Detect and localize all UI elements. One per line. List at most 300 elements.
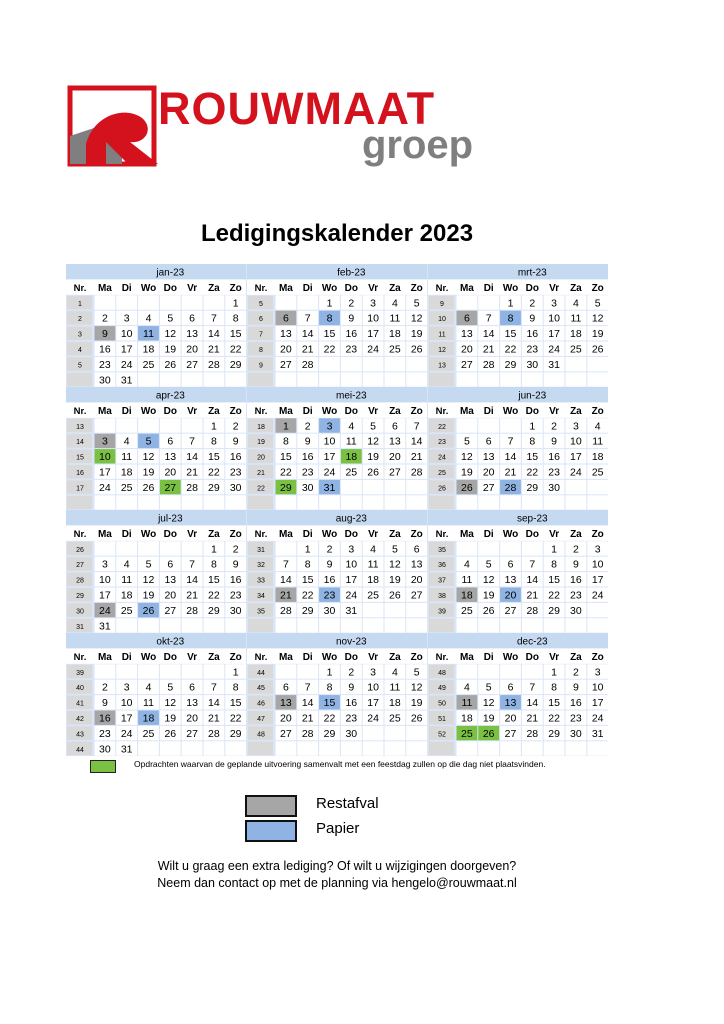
day-number: 23	[99, 727, 111, 740]
day-number: 11	[121, 574, 133, 587]
day-cell	[478, 741, 499, 755]
day-number: 30	[301, 481, 314, 494]
day-cell	[457, 541, 478, 555]
day-number: 15	[323, 328, 336, 341]
day-number: 10	[120, 328, 133, 341]
day-number: 20	[410, 574, 423, 587]
day-number: 14	[186, 574, 198, 587]
day-number: 4	[145, 681, 152, 694]
weekday-header: Vr	[549, 405, 560, 417]
day-cell	[138, 418, 159, 432]
week-number-cell	[67, 373, 92, 386]
day-number: 2	[348, 666, 355, 679]
weekday-header: Vr	[549, 528, 560, 540]
day-number: 18	[142, 343, 155, 356]
day-cell	[319, 495, 340, 509]
week-number: 5	[259, 300, 263, 308]
day-cell	[385, 741, 406, 755]
day-number: 22	[208, 466, 220, 479]
day-number: 7	[304, 312, 311, 325]
day-number: 14	[410, 435, 423, 448]
day-number: 17	[367, 328, 379, 341]
day-number: 4	[123, 558, 130, 571]
day-number: 5	[145, 435, 152, 448]
day-number: 27	[461, 358, 473, 371]
day-number: 30	[229, 604, 242, 617]
day-number: 28	[186, 481, 198, 494]
week-number: 13	[76, 423, 84, 431]
day-number: 30	[99, 743, 111, 756]
day-cell	[566, 372, 587, 386]
day-cell	[457, 741, 478, 755]
day-number: 29	[229, 727, 242, 740]
week-number: 27	[76, 562, 84, 570]
day-number: 28	[526, 727, 539, 740]
day-number: 30	[323, 604, 336, 617]
day-number: 25	[570, 343, 582, 356]
week-number-header: Nr.	[435, 651, 449, 663]
weekday-header: Ma	[278, 405, 293, 417]
day-number: 19	[461, 466, 473, 479]
day-number: 22	[548, 712, 560, 725]
day-number: 18	[570, 328, 582, 341]
day-number: 13	[410, 558, 423, 571]
weekday-header: Ma	[97, 282, 112, 294]
day-number: 19	[164, 712, 177, 725]
day-number: 2	[348, 297, 355, 310]
week-number: 42	[76, 716, 84, 723]
day-number: 23	[323, 589, 336, 602]
day-number: 8	[232, 681, 239, 694]
day-number: 25	[142, 727, 155, 740]
day-number: 23	[345, 712, 358, 725]
day-number: 11	[143, 697, 154, 710]
day-cell	[385, 372, 406, 386]
weekday-header: Di	[121, 282, 132, 294]
weekday-header: Zo	[591, 282, 604, 294]
day-cell	[160, 741, 181, 755]
day-number: 26	[164, 727, 177, 740]
week-number-header: Nr.	[254, 282, 268, 294]
day-number: 26	[389, 589, 401, 602]
day-cell	[406, 618, 427, 632]
week-number-cell	[429, 373, 454, 386]
day-number: 28	[280, 604, 292, 617]
weekday-header: Zo	[591, 405, 604, 417]
week-number: 19	[257, 439, 265, 447]
weekday-header: Za	[389, 282, 401, 294]
day-cell	[566, 495, 587, 509]
day-cell	[297, 618, 318, 632]
weekday-header: Wo	[140, 651, 157, 663]
day-number: 31	[345, 604, 358, 617]
day-number: 25	[120, 481, 133, 494]
day-number: 7	[529, 558, 536, 571]
day-cell	[138, 741, 159, 755]
day-number: 10	[99, 451, 111, 464]
day-number: 11	[143, 328, 154, 341]
day-number: 23	[229, 589, 242, 602]
day-number: 12	[389, 558, 401, 571]
day-cell	[406, 741, 427, 755]
day-number: 7	[529, 681, 536, 694]
day-number: 4	[145, 312, 152, 325]
day-number: 18	[120, 589, 133, 602]
day-number: 16	[345, 328, 358, 341]
day-number: 4	[391, 666, 398, 679]
week-number-cell	[429, 742, 454, 755]
rouwmaat-logo	[66, 84, 486, 168]
day-cell	[225, 495, 246, 509]
day-number: 11	[570, 312, 582, 325]
day-cell	[138, 372, 159, 386]
day-number: 26	[367, 466, 379, 479]
weekday-header: Ma	[459, 651, 474, 663]
day-cell	[478, 541, 499, 555]
day-number: 27	[164, 481, 177, 494]
week-number: 48	[438, 669, 446, 677]
week-number: 23	[438, 439, 446, 447]
day-number: 8	[282, 435, 289, 448]
week-number: 9	[440, 300, 444, 308]
day-cell	[544, 618, 565, 632]
weekday-header: Zo	[410, 282, 423, 294]
week-number: 17	[76, 485, 84, 493]
day-cell	[363, 480, 384, 494]
week-number: 39	[76, 669, 84, 677]
day-number: 1	[232, 666, 239, 679]
day-number: 20	[482, 466, 495, 479]
day-number: 25	[591, 466, 604, 479]
day-cell	[566, 618, 587, 632]
day-number: 14	[482, 328, 495, 341]
day-number: 18	[142, 712, 155, 725]
weekday-header: Wo	[140, 528, 157, 540]
day-cell	[160, 618, 181, 632]
week-number: 35	[257, 608, 265, 616]
day-number: 9	[326, 558, 333, 571]
day-number: 13	[504, 697, 517, 710]
weekday-header: Zo	[229, 651, 242, 663]
weekday-header: Di	[483, 405, 494, 417]
week-number: 13	[438, 362, 446, 370]
day-cell	[138, 295, 159, 309]
day-number: 19	[367, 451, 379, 464]
weekday-header: Vr	[187, 651, 198, 663]
day-number: 10	[591, 681, 604, 694]
day-cell	[138, 664, 159, 678]
weekday-header: Zo	[410, 405, 423, 417]
day-number: 14	[504, 451, 517, 464]
day-cell	[363, 372, 384, 386]
week-number: 22	[438, 423, 446, 431]
brand-sub: groep	[362, 123, 474, 167]
day-number: 3	[326, 420, 333, 433]
weekday-header: Ma	[97, 651, 112, 663]
day-number: 6	[485, 435, 492, 448]
day-cell	[457, 495, 478, 509]
week-number: 2	[78, 316, 82, 324]
week-number: 24	[438, 454, 446, 462]
day-number: 7	[189, 558, 196, 571]
day-number: 29	[504, 358, 517, 371]
day-number: 22	[548, 589, 560, 602]
day-number: 8	[551, 558, 558, 571]
day-number: 2	[101, 681, 108, 694]
day-number: 19	[410, 697, 423, 710]
day-number: 15	[526, 451, 539, 464]
day-cell	[385, 495, 406, 509]
weekday-header: Za	[570, 282, 582, 294]
week-number-header: Nr.	[254, 405, 268, 417]
day-number: 4	[348, 420, 355, 433]
day-cell	[182, 372, 203, 386]
day-number: 20	[280, 343, 292, 356]
day-number: 24	[345, 589, 358, 602]
day-number: 25	[461, 727, 473, 740]
day-number: 8	[304, 558, 311, 571]
week-number: 31	[257, 546, 265, 554]
day-number: 23	[570, 712, 582, 725]
week-number-header: Nr.	[73, 651, 87, 663]
day-number: 19	[482, 589, 495, 602]
weekday-header: Zo	[410, 651, 423, 663]
day-number: 24	[323, 466, 336, 479]
day-cell	[116, 295, 137, 309]
weekday-header: Do	[525, 528, 539, 540]
day-number: 26	[410, 712, 423, 725]
day-number: 15	[301, 574, 314, 587]
weekday-header: Zo	[229, 528, 242, 540]
week-number-header: Nr.	[73, 282, 87, 294]
weekday-header: Di	[302, 528, 313, 540]
day-number: 1	[326, 666, 333, 679]
day-number: 8	[232, 312, 239, 325]
weekday-header: Vr	[187, 528, 198, 540]
day-number: 23	[301, 466, 314, 479]
day-number: 9	[572, 558, 579, 571]
day-number: 9	[232, 435, 239, 448]
month-label: mrt-23	[517, 267, 547, 279]
day-number: 4	[463, 558, 470, 571]
day-number: 9	[572, 681, 579, 694]
weekday-header: Wo	[321, 651, 338, 663]
week-number: 52	[438, 731, 446, 739]
week-number-header: Nr.	[73, 405, 87, 417]
weekday-header: Za	[389, 528, 401, 540]
day-number: 21	[301, 712, 314, 725]
weekday-header: Vr	[187, 282, 198, 294]
day-cell	[522, 541, 543, 555]
day-number: 24	[99, 604, 111, 617]
month-label: apr-23	[155, 390, 185, 402]
week-number: 49	[438, 685, 446, 693]
day-cell	[276, 741, 297, 755]
day-number: 19	[389, 574, 401, 587]
day-cell	[182, 664, 203, 678]
day-cell	[522, 372, 543, 386]
week-number: 20	[257, 454, 265, 462]
day-number: 30	[99, 374, 111, 387]
day-cell	[225, 372, 246, 386]
day-cell	[95, 495, 116, 509]
day-number: 5	[145, 558, 152, 571]
weekday-header: Ma	[97, 528, 112, 540]
month-label: jul-23	[158, 513, 183, 525]
week-number: 9	[259, 362, 263, 370]
day-number: 12	[367, 435, 379, 448]
day-number: 25	[345, 466, 358, 479]
day-number: 28	[208, 727, 220, 740]
day-cell	[500, 541, 521, 555]
day-number: 27	[482, 481, 495, 494]
day-number: 6	[282, 681, 289, 694]
day-cell	[500, 495, 521, 509]
week-number: 3	[78, 331, 82, 339]
day-number: 1	[232, 297, 239, 310]
weekday-header: Ma	[459, 282, 474, 294]
day-cell	[341, 480, 362, 494]
day-number: 16	[345, 697, 358, 710]
weekday-header: Do	[344, 282, 358, 294]
day-cell	[182, 541, 203, 555]
day-cell	[341, 618, 362, 632]
day-cell	[95, 295, 116, 309]
week-number: 38	[438, 593, 446, 600]
week-number: 51	[438, 716, 446, 723]
day-number: 21	[526, 712, 539, 725]
day-number: 28	[301, 727, 314, 740]
day-cell	[138, 541, 159, 555]
weekday-header: Do	[525, 282, 539, 294]
weekday-header: Za	[570, 651, 582, 663]
day-cell	[204, 495, 225, 509]
day-number: 12	[410, 312, 423, 325]
day-number: 29	[301, 604, 314, 617]
day-number: 11	[367, 558, 379, 571]
day-number: 4	[370, 543, 377, 556]
day-number: 3	[101, 558, 108, 571]
day-number: 28	[526, 604, 539, 617]
day-cell	[160, 541, 181, 555]
week-number: 34	[257, 593, 265, 600]
day-cell	[341, 357, 362, 371]
day-number: 22	[301, 589, 314, 602]
day-number: 24	[548, 343, 560, 356]
day-number: 31	[120, 743, 133, 756]
weekday-header: Ma	[459, 528, 474, 540]
day-number: 11	[389, 312, 401, 325]
day-number: 28	[208, 358, 220, 371]
day-number: 6	[189, 312, 196, 325]
weekday-header: Do	[163, 651, 177, 663]
weekday-header: Do	[163, 528, 177, 540]
day-number: 5	[391, 543, 398, 556]
week-number: 7	[259, 331, 263, 339]
weekday-header: Di	[302, 282, 313, 294]
weekday-header: Ma	[278, 528, 293, 540]
day-number: 3	[123, 681, 130, 694]
day-number: 15	[229, 328, 242, 341]
day-cell	[500, 741, 521, 755]
day-cell	[204, 295, 225, 309]
day-number: 27	[410, 589, 423, 602]
day-number: 14	[280, 574, 292, 587]
week-number-cell	[248, 619, 273, 632]
day-number: 19	[164, 343, 177, 356]
weekday-header: Vr	[549, 282, 560, 294]
day-number: 6	[391, 420, 398, 433]
day-number: 23	[526, 343, 539, 356]
day-cell	[587, 480, 608, 494]
day-number: 12	[164, 697, 177, 710]
day-number: 18	[389, 328, 401, 341]
day-number: 30	[229, 481, 242, 494]
day-number: 25	[461, 604, 473, 617]
day-number: 21	[504, 466, 517, 479]
day-cell	[385, 480, 406, 494]
day-cell	[587, 495, 608, 509]
day-cell	[522, 664, 543, 678]
day-number: 15	[208, 574, 220, 587]
day-number: 5	[167, 681, 174, 694]
day-cell	[160, 372, 181, 386]
week-number: 35	[438, 546, 446, 554]
day-number: 31	[548, 358, 560, 371]
calendar-grid	[66, 264, 608, 756]
week-number: 45	[257, 685, 265, 693]
logo-mark-icon	[66, 84, 162, 168]
day-number: 21	[482, 343, 495, 356]
day-cell	[204, 372, 225, 386]
day-cell	[385, 603, 406, 617]
weekday-header: Di	[302, 405, 313, 417]
day-cell	[406, 603, 427, 617]
day-number: 3	[348, 543, 355, 556]
day-cell	[406, 726, 427, 740]
week-number: 32	[257, 562, 265, 570]
day-number: 10	[120, 697, 133, 710]
day-number: 26	[482, 727, 495, 740]
day-number: 22	[229, 343, 242, 356]
day-number: 20	[504, 712, 517, 725]
day-cell	[182, 618, 203, 632]
day-number: 19	[142, 466, 155, 479]
day-number: 21	[186, 466, 198, 479]
day-number: 6	[189, 681, 196, 694]
day-number: 5	[485, 681, 492, 694]
weekday-header: Ma	[278, 282, 293, 294]
day-number: 7	[282, 558, 289, 571]
week-number-cell	[429, 619, 454, 632]
weekday-header: Wo	[321, 405, 338, 417]
day-number: 18	[389, 697, 401, 710]
day-number: 22	[526, 466, 539, 479]
day-cell	[544, 372, 565, 386]
day-cell	[276, 495, 297, 509]
day-number: 26	[410, 343, 423, 356]
day-number: 26	[482, 604, 495, 617]
day-number: 7	[189, 435, 196, 448]
day-number: 8	[326, 312, 333, 325]
day-number: 16	[323, 574, 336, 587]
day-number: 11	[121, 451, 133, 464]
week-number: 1	[78, 300, 82, 308]
brand-name: ROUWMAAT	[158, 83, 436, 134]
week-number: 43	[76, 731, 84, 739]
day-cell	[95, 664, 116, 678]
day-number: 20	[164, 466, 177, 479]
